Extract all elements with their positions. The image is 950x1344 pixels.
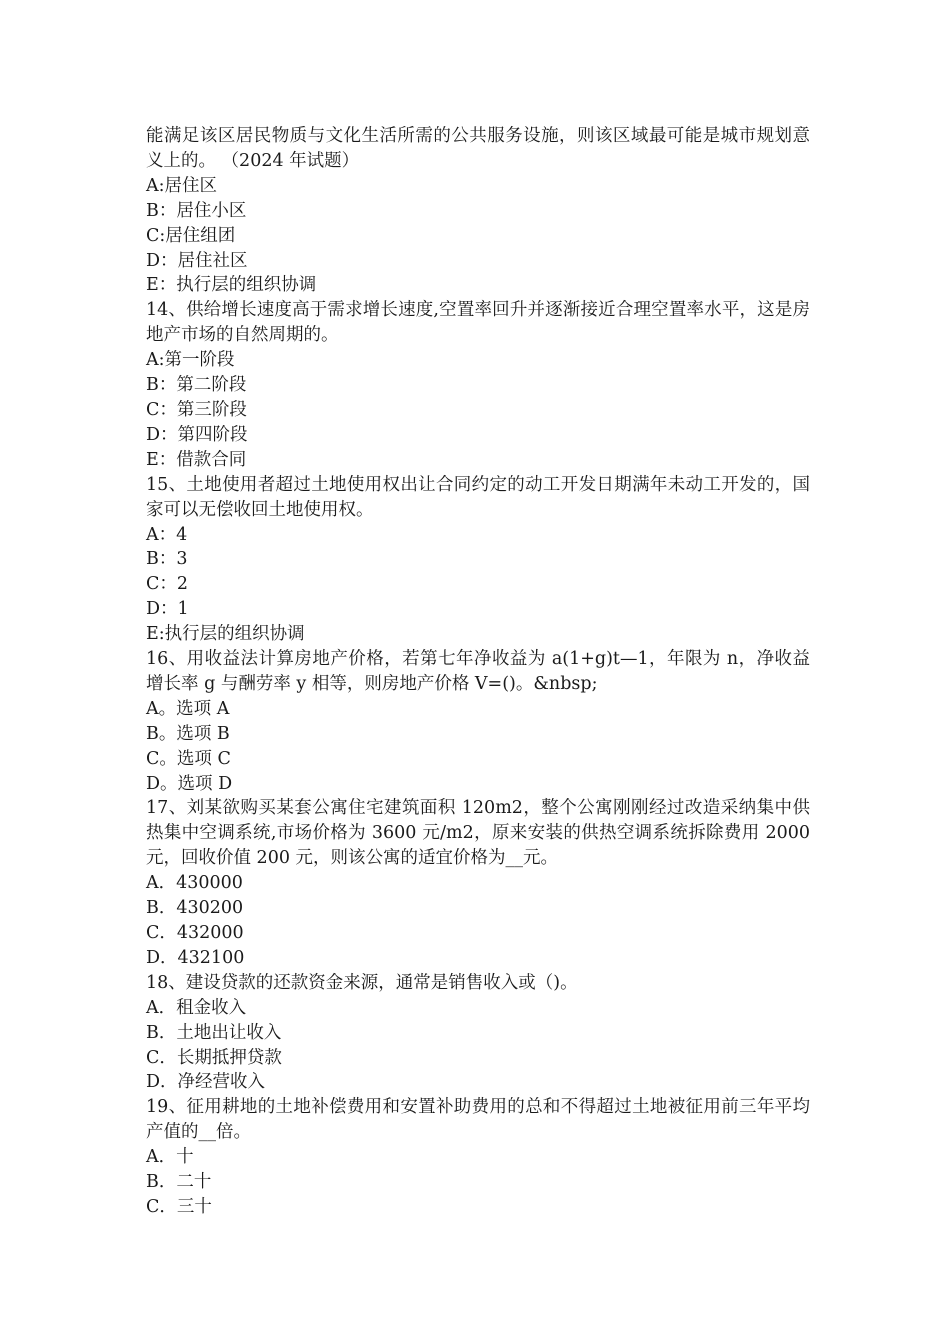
option-a: A:居住区 — [146, 175, 218, 196]
option-b: B．土地出让收入 — [146, 1022, 282, 1043]
option-c: C：2 — [146, 574, 189, 595]
option-a: A。选项 A — [146, 698, 230, 719]
option-d: D：1 — [146, 599, 189, 620]
question-17-text: 17、刘某欲购买某套公寓住宅建筑面积 120m2，整个公寓刚刚经过改造采纳集中供热集中空调系统,市场价格为 3600 元/m2，原来安装的供热空调系统拆除费用 2000 元，回收价值 200 元，则该公寓的适宜价格为__元。 — [146, 798, 810, 869]
option-a: A：4 — [146, 524, 188, 545]
option-d: D：第四阶段 — [146, 424, 248, 445]
option-e: E：借款合同 — [146, 449, 247, 470]
option-b: B。选项 B — [146, 723, 230, 744]
option-e: E:执行层的组织协调 — [146, 624, 305, 645]
document-body — [146, 124, 810, 1220]
option-c: C：第三阶段 — [146, 399, 247, 420]
option-c: C．432000 — [146, 923, 244, 943]
option-b: B：第二阶段 — [146, 375, 247, 396]
option-d: D。选项 D — [146, 773, 233, 794]
option-b: B．430200 — [146, 898, 244, 919]
question-14-text: 14、供给增长速度高于需求增长速度,空置率回升并逐渐接近合理空置率水平，这是房地产市场的自然周期的。 — [146, 300, 810, 346]
option-a: A:第一阶段 — [146, 350, 235, 371]
question-18-text: 18、建设贷款的还款资金来源，通常是销售收入或（)。 — [146, 972, 578, 993]
option-c: C。选项 C — [146, 748, 231, 769]
option-d: D．净经营收入 — [146, 1072, 266, 1093]
option-b: B：3 — [146, 549, 188, 570]
option-b: B：居住小区 — [146, 200, 247, 221]
question-16-text: 16、用收益法计算房地产价格，若第七年净收益为 a(1+g)t—1，年限为 n，净收益增长率 g 与酬劳率 y 相等，则房地产价格 V=()。&nbsp; — [146, 649, 810, 694]
option-d: D．432100 — [146, 947, 245, 968]
question-13-text: 能满足该区居民物质与文化生活所需的公共服务设施，则该区域最可能是城市规划意义上的。 （2024 年试题） — [146, 126, 810, 171]
option-e: E：执行层的组织协调 — [146, 275, 317, 296]
option-c: C．长期抵押贷款 — [146, 1047, 282, 1068]
option-a: A．430000 — [146, 873, 243, 894]
option-c: C．三十 — [146, 1196, 212, 1217]
option-a: A．租金收入 — [146, 997, 247, 1018]
option-b: B．二十 — [146, 1172, 212, 1193]
option-c: C:居住组团 — [146, 225, 236, 246]
option-d: D：居住社区 — [146, 250, 248, 271]
question-19-text: 19、征用耕地的土地补偿费用和安置补助费用的总和不得超过土地被征用前三年平均产值的__倍。 — [146, 1097, 810, 1143]
option-a: A．十 — [146, 1147, 194, 1168]
question-15-text: 15、土地使用者超过土地使用权出让合同约定的动工开发日期满年未动工开发的，国家可以无偿收回土地使用权。 — [146, 474, 810, 520]
